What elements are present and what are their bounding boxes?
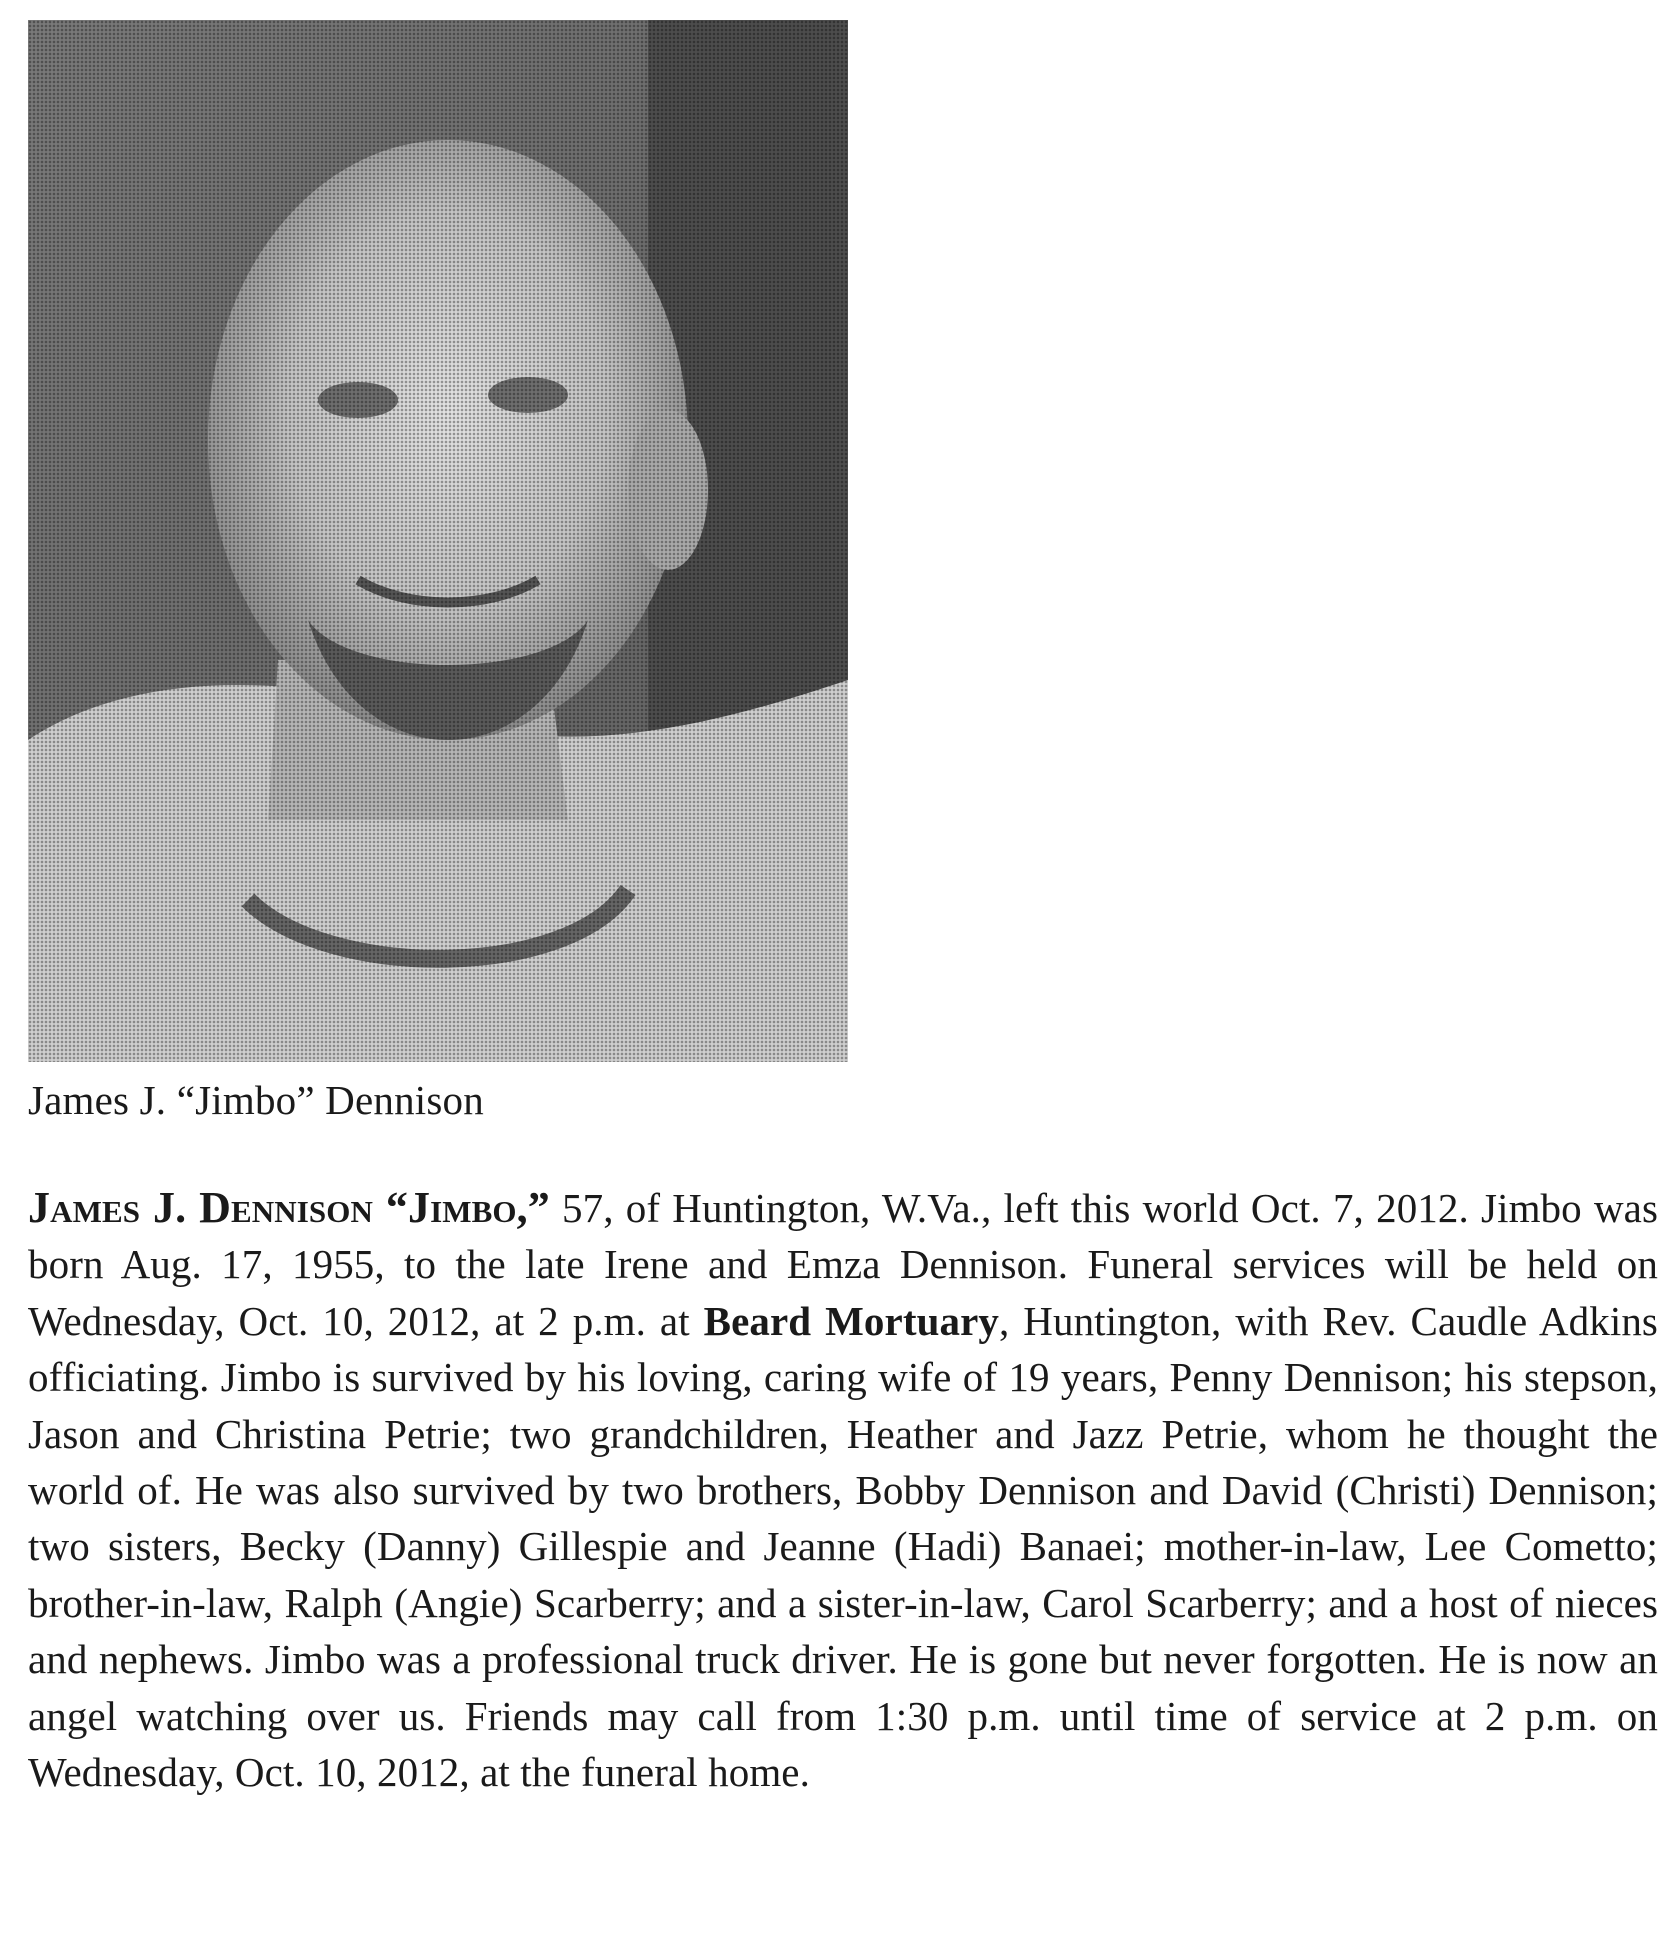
obituary-text-part-2: , Huntington, with Rev. Caudle Adkins officiating. Jimbo is survived by his loving, caring wife of 19 years, Penny Dennison; his stepson, Jason and Christina Petrie; two grandchildren, Heather and Jazz Petrie, whom he thought the world of. He was also survived by two brothers, Bobby Dennison and David (Christi) Dennison; two sisters, Becky (Danny) Gillespie and Jeanne (Hadi) Banaei; mother-in-law, Lee Cometto; brother-in-law, Ralph (Angie) Scarberry; and a sister-in-law, Carol Scarberry; and a host of nieces and nephews. Jimbo was a professional truck driver. He is gone but never forgotten. He is now an angel watching over us. Friends may call from 1:30 p.m. until time of service at 2 p.m. on Wednesday, Oct. 10, 2012, at the funeral home. [28, 1297, 1658, 1796]
obituary-lead-name: James J. Dennison “Jimbo,” [28, 1183, 550, 1232]
funeral-home-name: Beard Mortuary [703, 1297, 999, 1344]
obituary-text-part-1: 57, of Huntington, W.Va., left this world Oct. 7, 2012. Jimbo was born Aug. 17, 1955, to the late Irene and Emza Dennison. Funeral services will be held on Wednesday, Oct. 10, 2012, at 2 p.m. at [28, 1185, 1659, 1344]
halftone-texture [28, 20, 848, 1062]
photo-caption: James J. “Jimbo” Dennison [28, 1077, 484, 1123]
portrait-photo [28, 20, 848, 1062]
obituary-text [28, 1180, 1658, 1800]
